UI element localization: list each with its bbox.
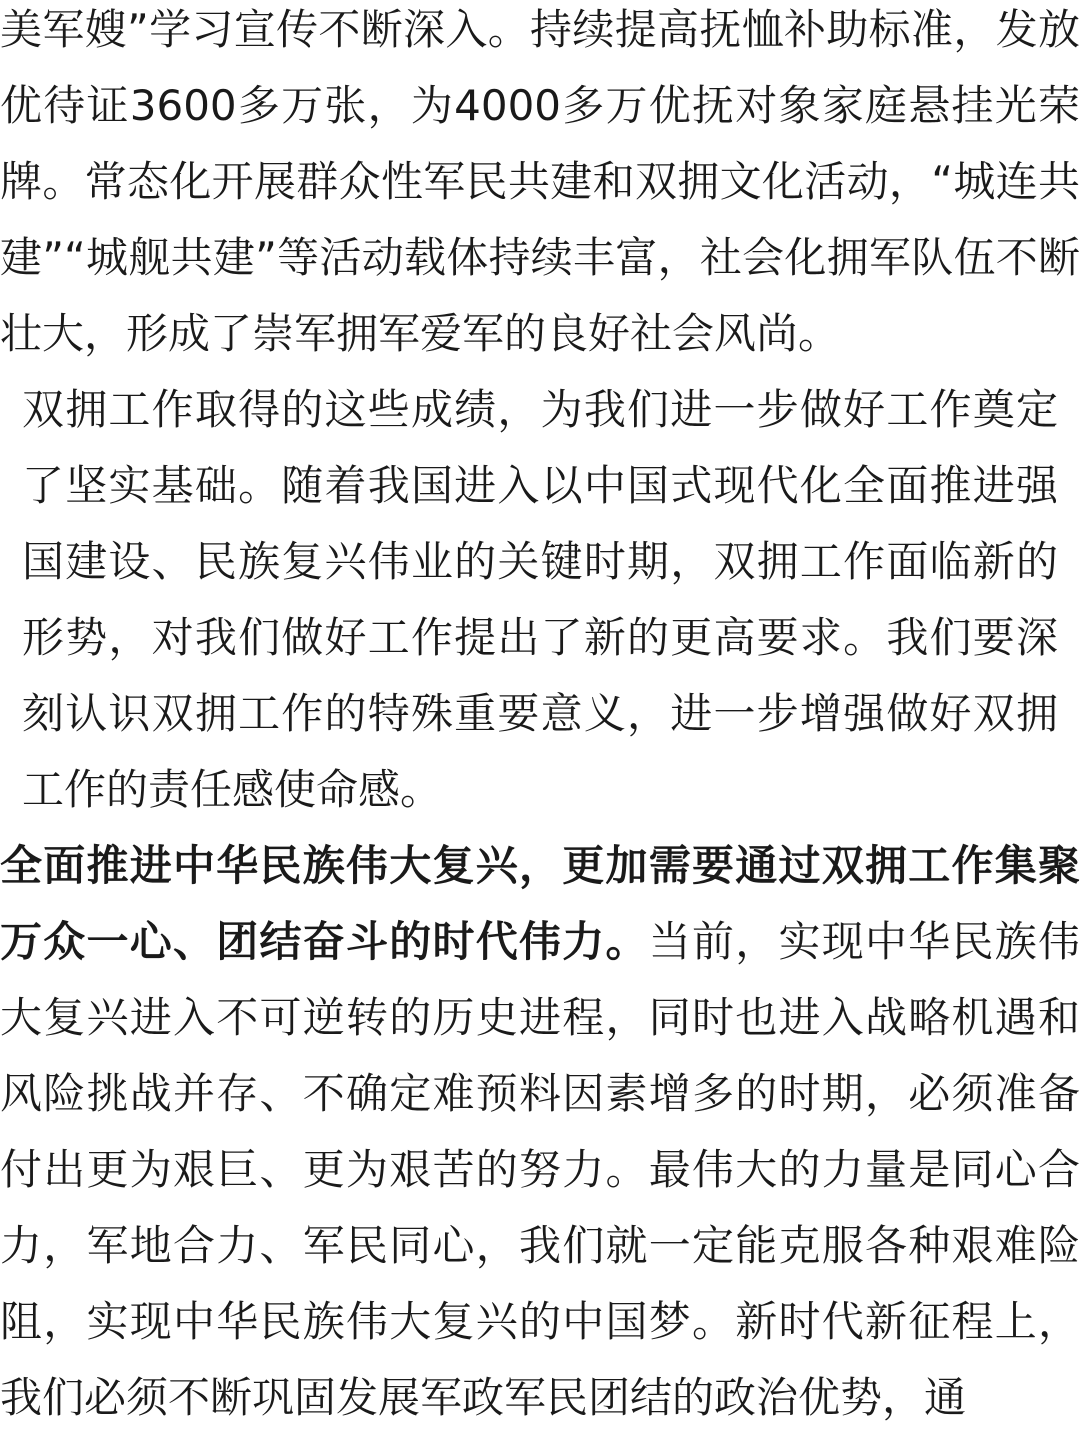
paragraph-body-text: 当前，实现中华民族伟大复兴进入不可逆转的历史进程，同时也进入战略机遇和风险挑战并存、不确定难预料因素增多的时期，必须准备付出更为艰巨、更为艰苦的努力。最伟大的力量是同心合力，军地合力、军民同心，我们就一定能克服各种艰难险阻，实现中华民族伟大复兴的中国梦。新时代新征程上，我们必须不断巩固发展军政军民团结的政治优势，通 <box>0 917 1080 1422</box>
paragraph-foundation: 双拥工作取得的这些成绩，为我们进一步做好工作奠定了坚实基础。随着我国进入以中国式现代化全面推进强国建设、民族复兴伟业的关键时期，双拥工作面临新的形势，对我们做好工作提出了新的更高要求。我们要深刻认识双拥工作的特殊重要意义，进一步增强做好双拥工作的责任感使命感。 <box>22 385 1058 814</box>
paragraph-rejuvenation <box>0 828 1080 1436</box>
paragraph-bold-lead: 全面推进中华民族伟大复兴，更加需要通过双拥工作集聚万众一心、团结奋斗的时代伟力。 <box>0 841 1080 966</box>
paragraph-achievements: 美军嫂”学习宣传不断深入。持续提高抚恤补助标准，发放优待证3600多万张，为4000多万优抚对象家庭悬挂光荣牌。常态化开展群众性军民共建和双拥文化活动，“城连共建”“城舰共建”等活动载体持续丰富，社会化拥军队伍不断壮大，形成了崇军拥军爱军的良好社会风尚。 <box>0 5 1080 358</box>
